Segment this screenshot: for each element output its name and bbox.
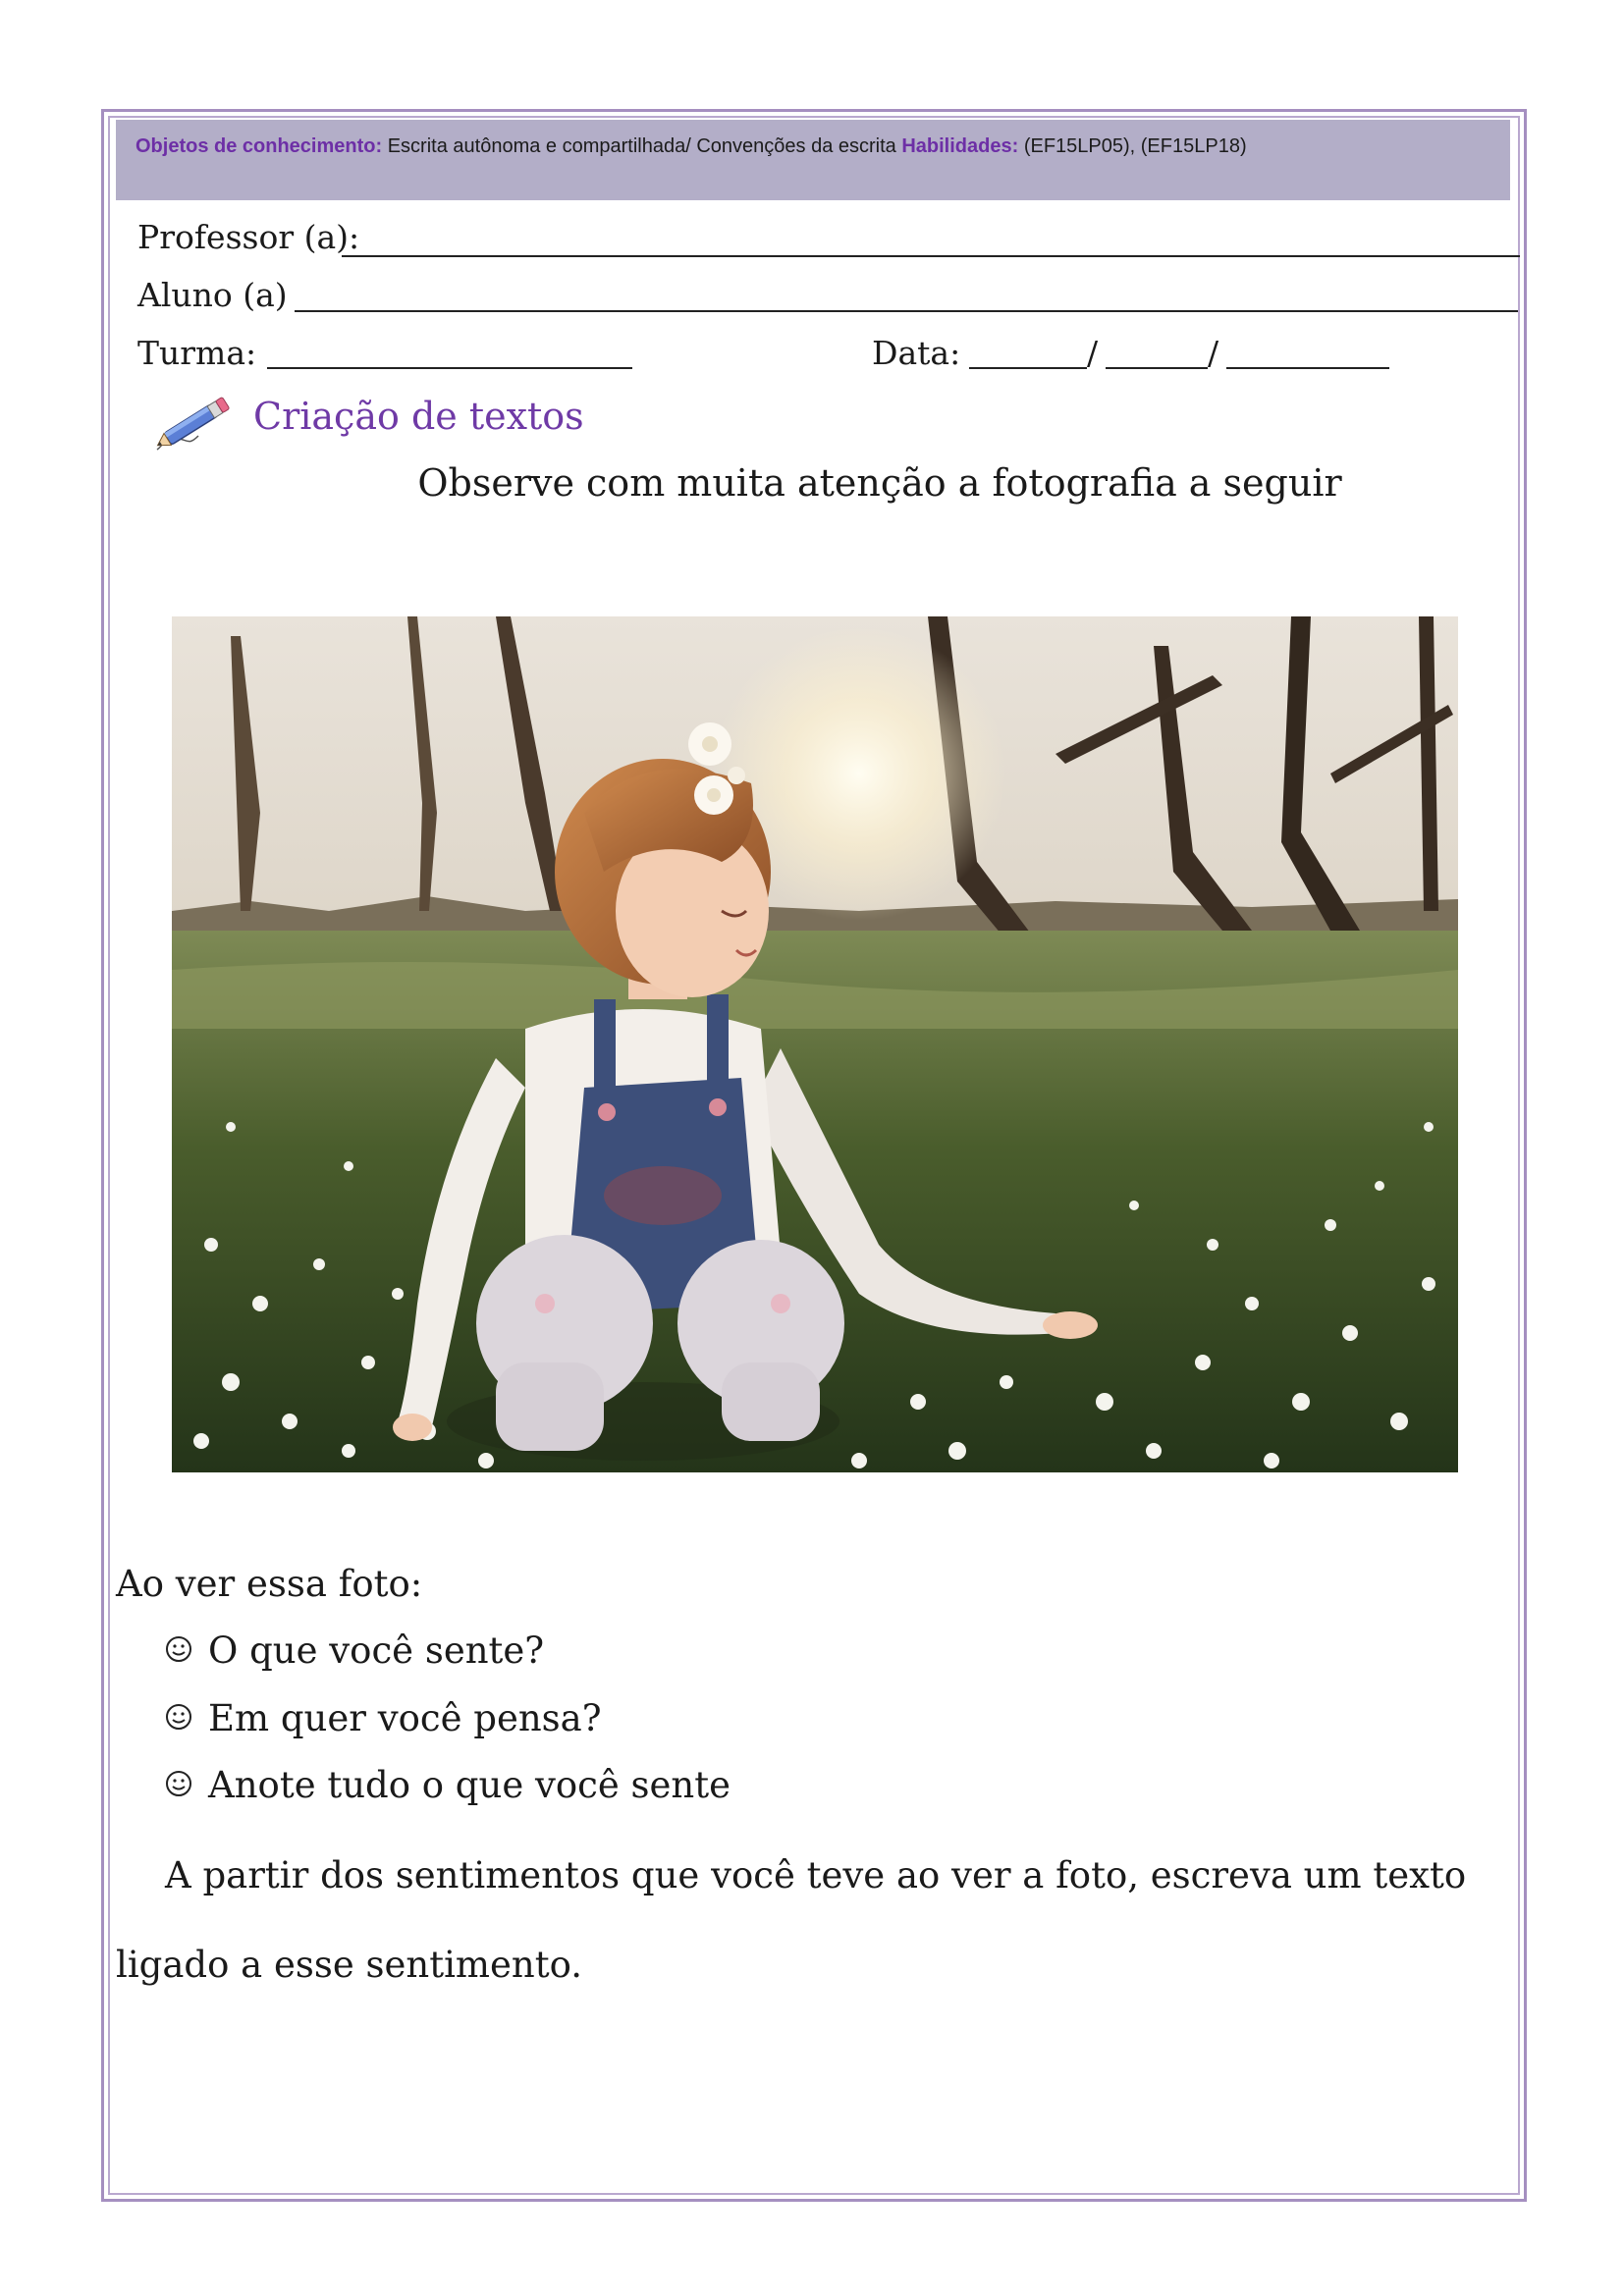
date-separator-2: / (1208, 334, 1219, 372)
header-banner (116, 120, 1510, 200)
professor-label: Professor (a): (137, 218, 360, 256)
instruction-text: Observe com muita atenção a fotografia a seguir (417, 461, 1342, 505)
smiley-icon (165, 1697, 194, 1739)
objetos-value: Escrita autônoma e compartilhada/ Convenções da escrita (387, 135, 896, 157)
date-day-field[interactable] (969, 367, 1087, 369)
banner-text (135, 135, 1247, 158)
question-item (165, 1764, 731, 1806)
data-label: Data: (872, 334, 961, 372)
turma-label: Turma: (137, 334, 257, 372)
question-text: Anote tudo o que você sente (208, 1764, 731, 1806)
section-title: Criação de textos (253, 395, 584, 438)
smiley-icon (165, 1764, 194, 1806)
aluno-label: Aluno (a) (137, 276, 288, 314)
task-line-1: A partir dos sentimentos que você teve ao ver a foto, escreva um texto (165, 1854, 1467, 1896)
question-item (165, 1697, 602, 1739)
date-separator-1: / (1087, 334, 1099, 372)
question-item (165, 1629, 544, 1672)
pencil-icon (149, 389, 238, 457)
aluno-field[interactable] (295, 310, 1518, 312)
task-line-2: ligado a esse sentimento. (116, 1944, 582, 1986)
professor-field[interactable] (342, 255, 1520, 257)
photo-girl-in-meadow (172, 616, 1458, 1472)
turma-field[interactable] (267, 367, 632, 369)
date-year-field[interactable] (1226, 367, 1389, 369)
question-text: Em quer você pensa? (208, 1697, 602, 1739)
smiley-icon (165, 1629, 194, 1672)
question-text: O que você sente? (208, 1629, 545, 1672)
section-header (149, 389, 238, 457)
date-month-field[interactable] (1106, 367, 1208, 369)
questions-intro: Ao ver essa foto: (116, 1563, 423, 1605)
habilidades-label: Habilidades: (901, 135, 1019, 157)
habilidades-value: (EF15LP05), (EF15LP18) (1023, 135, 1247, 157)
objetos-label: Objetos de conhecimento: (135, 135, 383, 157)
